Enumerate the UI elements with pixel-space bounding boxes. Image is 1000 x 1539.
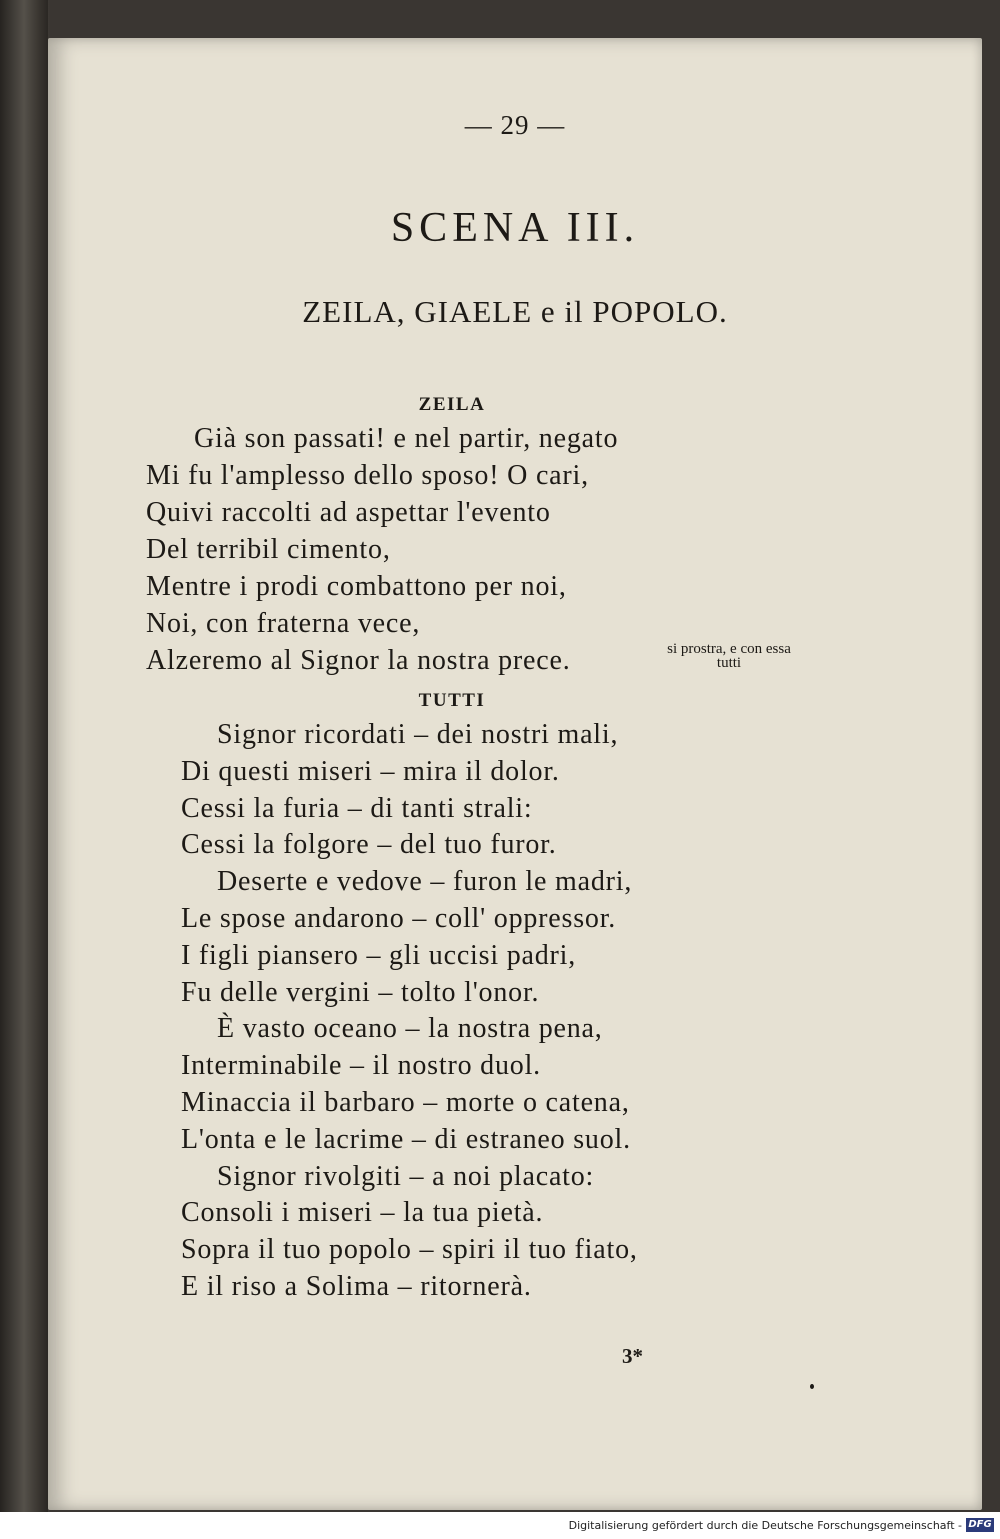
verse-line: Le spose andarono – coll' oppressor. <box>181 902 617 934</box>
dfg-logo-icon: DFG <box>966 1518 994 1532</box>
verse-line: Sopra il tuo popolo – spiri il tuo fiato, <box>181 1234 638 1266</box>
verse-line: Del terribil cimento, <box>146 534 391 565</box>
speaker-tutti: TUTTI <box>418 690 486 711</box>
verse-line: Fu delle vergini – tolto l'onor. <box>181 976 540 1008</box>
zeila-speech <box>146 420 618 679</box>
verse-line: Già son passati! e nel partir, negato <box>194 423 619 454</box>
verse-line: Di questi miseri – mira il dolor. <box>181 755 560 787</box>
scene-characters: ZEILA, GIAELE e il POPOLO. <box>302 294 728 329</box>
verse-line: Mentre i prodi combattono per noi, <box>146 571 567 602</box>
stage-direction: si prostra, e con essa tutti <box>667 641 791 671</box>
verse-line: Interminabile – il nostro duol. <box>181 1050 541 1082</box>
verse-line: Cessi la folgore – del tuo furor. <box>181 829 557 861</box>
footer-credit: Digitalisierung gefördert durch die Deutsche Forschungsgemeinschaft - <box>568 1519 962 1532</box>
verse-line: L'onta e le lacrime – di estraneo suol. <box>181 1123 631 1155</box>
verse-line: Noi, con fraterna vece, <box>146 608 421 639</box>
verse-line: Quivi raccolti ad aspettar l'evento <box>146 497 551 528</box>
verse-line: Cessi la furia – di tanti strali: <box>181 792 533 824</box>
signature-mark: 3* <box>622 1344 643 1368</box>
verse-line: Mi fu l'amplesso dello sposo! O cari, <box>146 460 589 491</box>
verse-line: E il riso a Solima – ritornerà. <box>181 1270 532 1302</box>
verse-line: Signor rivolgiti – a noi placato: <box>217 1160 595 1192</box>
verse-line: È vasto oceano – la nostra pena, <box>217 1013 603 1045</box>
ink-speck <box>810 1384 814 1389</box>
verse-line: Deserte e vedove – furon le madri, <box>217 866 633 898</box>
book-binding-edge <box>0 0 48 1512</box>
page-number: — 29 — <box>464 110 566 140</box>
verse-line: I figli piansero – gli uccisi padri, <box>181 939 577 971</box>
verse-line: Signor ricordati – dei nostri mali, <box>217 719 619 750</box>
verse-line: Alzeremo al Signor la nostra prece. <box>146 645 571 676</box>
verse-line: Consoli i miseri – la tua pietà. <box>181 1197 544 1229</box>
verse-line: Minaccia il barbaro – morte o catena, <box>181 1086 630 1118</box>
speaker-zeila: ZEILA <box>418 394 486 415</box>
scene-title: SCENA III. <box>390 205 640 251</box>
tutti-chorus <box>181 717 638 1306</box>
book-page <box>48 38 982 1510</box>
